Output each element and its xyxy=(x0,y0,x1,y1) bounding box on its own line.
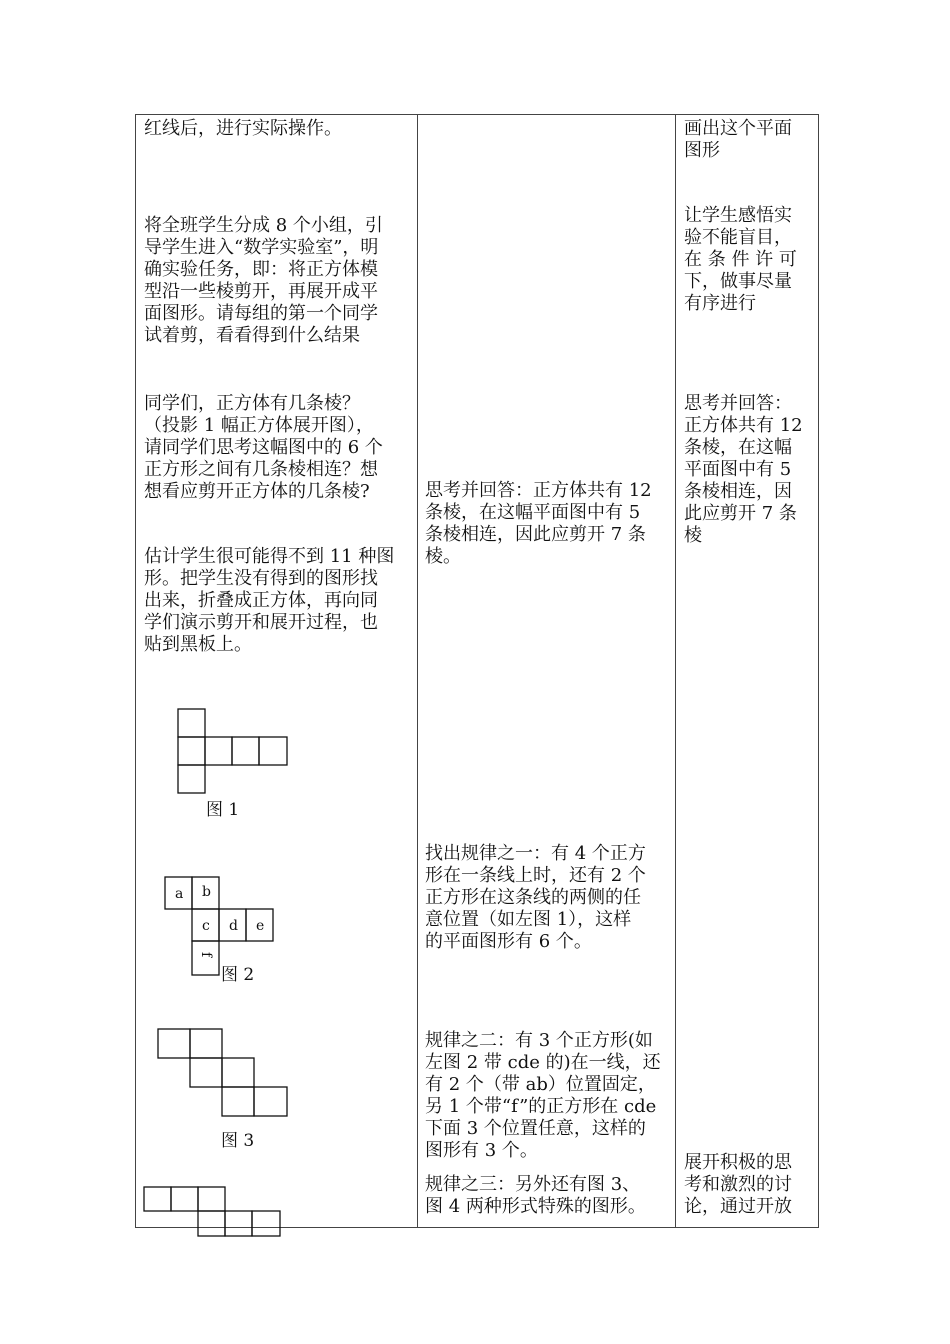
fig4-square xyxy=(225,1211,252,1236)
text-line: 正方形在这条线的两侧的任 xyxy=(425,887,641,908)
text-line: 图形 xyxy=(684,140,720,161)
text-line: 条棱，在这幅平面图中有 5 xyxy=(425,502,641,523)
text-line: 图形有 3 个。 xyxy=(425,1140,538,1161)
text-line: 贴到黑板上。 xyxy=(144,634,252,655)
text-line: 论，通过开放 xyxy=(684,1196,792,1217)
text-line: 另 1 个带“f”的正方形在 cde xyxy=(425,1096,657,1117)
text-line: 下，做事尽量 xyxy=(684,271,792,292)
figure-3-caption: 图 3 xyxy=(221,1131,255,1151)
text-line: 展开积极的思 xyxy=(684,1152,792,1173)
fig4-square xyxy=(198,1211,225,1236)
fig2-label-d: d xyxy=(229,918,238,934)
col3-para-1 xyxy=(684,118,792,162)
text-line: 估计学生很可能得不到 11 种图 xyxy=(144,546,395,567)
fig2-label-f: f xyxy=(198,952,214,958)
col2-para-1 xyxy=(425,480,652,568)
text-line: 同学们，正方体有几条棱？ xyxy=(144,393,360,414)
text-line: 意位置（如左图 1），这样 xyxy=(425,909,632,930)
figure-2-caption: 图 2 xyxy=(221,965,255,985)
text-line: 考和激烈的讨 xyxy=(684,1174,792,1195)
text-line: 规律之二：有 3 个正方形(如 xyxy=(425,1030,653,1051)
fig4-square xyxy=(198,1187,225,1211)
text-line: 条棱相连，因此应剪开 7 条 xyxy=(425,524,646,545)
text-line: 的平面图形有 6 个。 xyxy=(425,931,592,952)
text-line: 试着剪，看看得到什么结果 xyxy=(144,325,360,346)
text-line: 思考并回答：正方体共有 12 xyxy=(425,480,652,501)
text-line: 导学生进入“数学实验室”，明 xyxy=(144,237,379,258)
text-line: 平面图中有 5 xyxy=(684,459,792,480)
text-line: 正方形之间有几条棱相连？想 xyxy=(144,459,378,480)
text-line: 学们演示剪开和展开过程，也 xyxy=(144,612,378,633)
text-line: 形在一条线上时，还有 2 个 xyxy=(425,865,646,886)
text-line: 思考并回答： xyxy=(684,393,792,414)
col3-para-4 xyxy=(684,1152,792,1218)
col3-para-3 xyxy=(684,393,803,547)
text-line: 想看应剪开正方体的几条棱? xyxy=(144,481,370,502)
text-line: 有序进行 xyxy=(684,293,756,314)
fig2-label-e: e xyxy=(256,918,265,934)
col2-para-4 xyxy=(425,1174,646,1218)
figure-1-caption: 图 1 xyxy=(206,800,240,820)
text-line: 正方体共有 12 xyxy=(684,415,803,436)
text-line: 面图形。请每组的第一个同学 xyxy=(144,303,378,324)
text-line: 棱 xyxy=(684,525,702,546)
fig2-label-b: b xyxy=(202,884,211,900)
fig2-label-c: c xyxy=(202,918,210,934)
text-line: （投影 1 幅正方体展开图）， xyxy=(144,415,374,436)
text-line: 此应剪开 7 条 xyxy=(684,503,797,524)
text-line: 在 条 件 许 可 xyxy=(684,249,797,270)
text-line: 下面 3 个位置任意，这样的 xyxy=(425,1118,646,1139)
text-line: 棱。 xyxy=(425,546,461,567)
text-line: 找出规律之一：有 4 个正方 xyxy=(425,843,646,864)
text-line: 画出这个平面 xyxy=(684,118,792,139)
fig2-label-a: a xyxy=(175,886,184,902)
col2-para-3 xyxy=(425,1030,661,1162)
text-line: 图 4 两种形式特殊的图形。 xyxy=(425,1196,646,1217)
fig4-square xyxy=(144,1187,171,1211)
text-line: 形。把学生没有得到的图形找 xyxy=(144,568,378,589)
text-line: 左图 2 带 cde 的)在一线，还 xyxy=(425,1052,661,1073)
text-line: 红线后，进行实际操作。 xyxy=(144,118,342,139)
text-line: 确实验任务，即：将正方体模 xyxy=(144,259,378,280)
text-line: 有 2 个（带 ab）位置固定， xyxy=(425,1074,656,1095)
text-line: 条棱相连，因 xyxy=(684,481,792,502)
text-line: 让学生感悟实 xyxy=(684,205,792,226)
text-line: 条棱，在这幅 xyxy=(684,437,792,458)
col2-para-2 xyxy=(425,843,646,953)
col3-para-2 xyxy=(684,205,797,315)
fig4-square xyxy=(171,1187,198,1211)
text-line: 型沿一些棱剪开，再展开成平 xyxy=(144,281,378,302)
text-line: 验不能盲目， xyxy=(684,227,792,248)
text-line: 将全班学生分成 8 个小组，引 xyxy=(144,215,383,236)
text-line: 出来，折叠成正方体，再向同 xyxy=(144,590,378,611)
text-line: 规律之三：另外还有图 3、 xyxy=(425,1174,641,1195)
text-line: 请同学们思考这幅图中的 6 个 xyxy=(144,437,383,458)
fig4-square xyxy=(252,1211,280,1236)
